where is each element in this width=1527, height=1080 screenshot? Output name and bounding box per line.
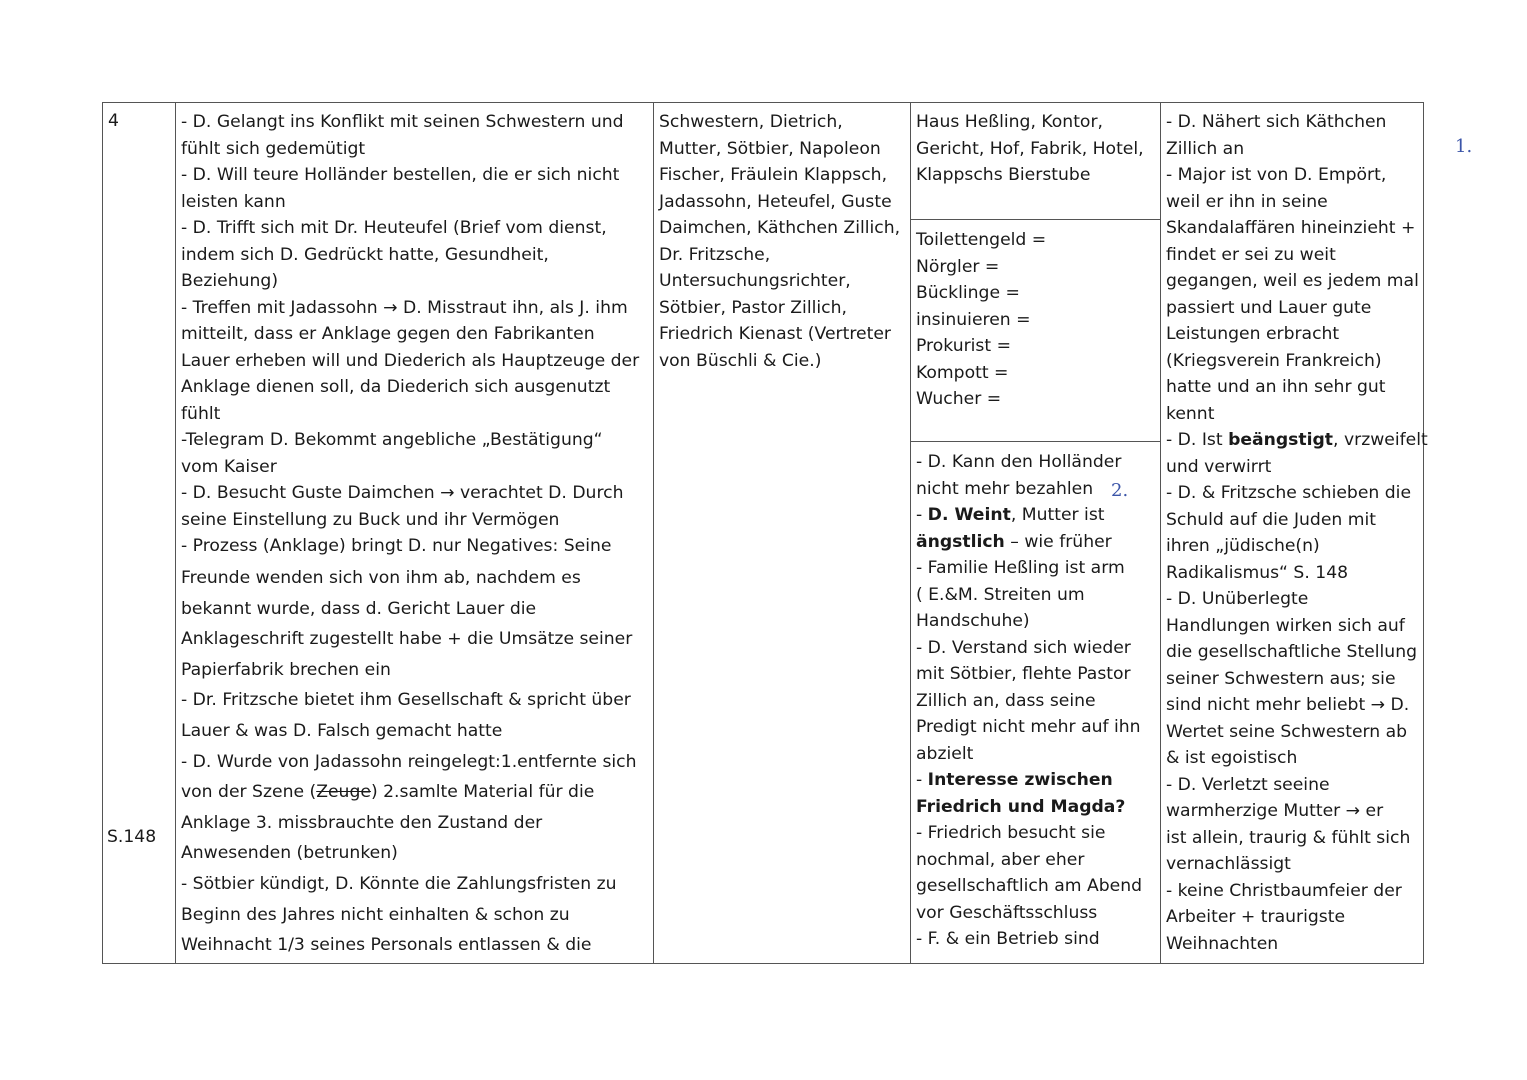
characters-text — [659, 109, 907, 374]
places-box — [911, 103, 1160, 220]
margin-note-2: 2. — [1111, 480, 1129, 501]
text-line: Schwestern, Dietrich, — [659, 112, 843, 132]
text-line: hatte und an ihn sehr gut — [1166, 377, 1386, 397]
text-line: Wertet seine Schwestern ab — [1166, 721, 1408, 742]
places-text — [916, 109, 1157, 189]
text-line: weil er ihn in seine — [1166, 191, 1328, 212]
family-line: gesellschaftlich am Abend — [916, 876, 1143, 896]
text-line: Lauer erheben will und Diederich als Hauptzeuge der — [181, 350, 640, 371]
strike-line-post: ) 2.samlte Material für die — [370, 782, 595, 803]
text-line: Toilettengeld = — [916, 230, 1047, 250]
text-line: Weihnachten — [1166, 933, 1279, 954]
text-line: - D. Gelangt ins Konflikt mit seinen Schwestern und — [181, 112, 624, 132]
family-line: vor Geschäftsschluss — [916, 902, 1098, 923]
strike-line-pre: von der Szene ( — [181, 782, 317, 803]
text-line: Anklage dienen soll, da Diederich sich ausgenutzt — [181, 377, 611, 397]
text-line: Lauer & was D. Falsch gemacht hatte — [181, 720, 503, 741]
text-line: Arbeiter + traurigste — [1166, 907, 1346, 927]
family-line: nochmal, aber eher — [916, 849, 1085, 870]
text-line: Leistungen erbracht — [1166, 324, 1340, 344]
text-line: Handlungen wirken sich auf — [1166, 615, 1405, 636]
family-line: ( E.&M. Streiten um — [916, 584, 1085, 605]
text-line: Sötbier, Pastor Zillich, — [659, 297, 847, 318]
text-line: Beziehung) — [181, 271, 279, 291]
text-line: fühlt sich gedemütigt — [181, 138, 366, 159]
family-line: Friedrich und Magda? — [916, 796, 1126, 817]
text-line: Fischer, Fräulein Klappsch, — [659, 165, 888, 185]
family-line: Zillich an, dass seine — [916, 690, 1096, 711]
text-line: - keine Christbaumfeier der — [1166, 880, 1402, 901]
text-line: sind nicht mehr beliebt → D. — [1166, 695, 1410, 715]
text-line: Jadassohn, Heteufel, Guste — [659, 191, 892, 212]
text-line: - Sötbier kündigt, D. Könnte die Zahlungsfristen zu — [181, 873, 617, 894]
text-line: insinuieren = — [916, 309, 1031, 330]
text-line: seiner Schwestern aus; sie — [1166, 668, 1396, 689]
vocab-box — [911, 220, 1160, 442]
text-line: Skandalaffären hineinzieht + — [1166, 218, 1416, 238]
family-line: nicht mehr bezahlen — [916, 478, 1094, 499]
text-line: Kompott = — [916, 362, 1009, 383]
text-line: fühlt — [181, 403, 221, 424]
column-chapter — [103, 103, 176, 963]
text-line: - Dr. Fritzsche bietet ihm Gesellschaft & spricht über — [181, 690, 631, 711]
family-line: ängstlich – wie früher — [916, 531, 1112, 552]
text-line: - D. Besucht Guste Daimchen → verachtet D. Durch — [181, 483, 624, 503]
text-line: Anklage 3. missbrauchte den Zustand der — [181, 812, 543, 833]
text-line: - Prozess (Anklage) bringt D. nur Negatives: Seine — [181, 536, 612, 556]
text-line: Papierfabrik brechen ein — [181, 659, 391, 680]
family-line: mit Sötbier, flehte Pastor — [916, 664, 1131, 684]
text-line: - D. Will teure Holländer bestellen, die er sich nicht — [181, 165, 620, 185]
text-line: warmherzige Mutter → er — [1166, 801, 1384, 821]
plot-text-bottom — [181, 563, 650, 961]
plot-strike-line — [181, 777, 650, 808]
text-line: indem sich D. Gedrückt hatte, Gesundheit, — [181, 244, 549, 265]
text-line: Schuld auf die Juden mit — [1166, 509, 1377, 530]
analysis-text — [1166, 109, 1428, 957]
row-number: 4 — [108, 111, 119, 131]
text-line: Prokurist = — [916, 336, 1011, 356]
text-line: (Kriegsverein Frankreich) — [1166, 350, 1382, 371]
page-reference: S.148 — [107, 827, 157, 847]
family-line: - D. Kann den Holländer — [916, 452, 1122, 472]
family-line: - D. Weint, Mutter ist — [916, 505, 1105, 525]
family-line: - F. & ein Betrieb sind — [916, 929, 1100, 949]
family-line: - Friedrich besucht sie — [916, 823, 1106, 843]
family-line: - D. Verstand sich wieder — [916, 637, 1131, 658]
text-line: ist allein, traurig & fühlt sich — [1166, 827, 1411, 848]
text-line: Untersuchungsrichter, — [659, 271, 851, 291]
text-line: & ist egoistisch — [1166, 748, 1298, 768]
text-line: die gesellschaftliche Stellung — [1166, 642, 1418, 662]
text-line: Anwesenden (betrunken) — [181, 843, 398, 864]
text-line: Anklageschrift zugestellt habe + die Umsätze seiner — [181, 629, 633, 650]
analysis-line: - D. Ist beängstigt, vrzweifelt — [1166, 430, 1428, 450]
text-line: - D. Trifft sich mit Dr. Heuteufel (Brief vom dienst, — [181, 218, 607, 238]
text-line: Beginn des Jahres nicht einhalten & schon zu — [181, 904, 570, 925]
text-line: Zillich an — [1166, 138, 1245, 159]
family-text — [916, 449, 1157, 953]
text-line: Daimchen, Käthchen Zillich, — [659, 218, 901, 238]
struck-word: Zeuge — [316, 782, 371, 803]
family-line: - Familie Heßling ist arm — [916, 558, 1125, 578]
text-line: Friedrich Kienast (Vertreter — [659, 324, 891, 344]
column-plot — [176, 103, 654, 963]
text-line: - D. Nähert sich Käthchen — [1166, 112, 1387, 132]
text-line: Nörgler = — [916, 256, 1000, 277]
text-line: - D. & Fritzsche schieben die — [1166, 483, 1412, 503]
column-places-family — [911, 103, 1161, 963]
text-line: von Büschli & Cie.) — [659, 350, 822, 371]
text-line: - D. Verletzt seeine — [1166, 774, 1330, 795]
text-line: Gericht, Hof, Fabrik, Hotel, — [916, 138, 1144, 159]
text-line: gegangen, weil es jedem mal — [1166, 271, 1419, 291]
family-line: - Interesse zwischen — [916, 770, 1113, 790]
text-line: Radikalismus“ S. 148 — [1166, 562, 1349, 583]
text-line: seine Einstellung zu Buck und ihr Vermögen — [181, 509, 560, 530]
text-line: -Telegram D. Bekommt angebliche „Bestätigung“ — [181, 430, 603, 450]
notes-table — [102, 102, 1428, 964]
text-line: vom Kaiser — [181, 456, 277, 477]
text-line: ihren „jüdische(n) — [1166, 536, 1320, 556]
vocab-text — [916, 227, 1157, 413]
bold-word: beängstigt — [1228, 430, 1334, 450]
text-line: findet er sei zu weit — [1166, 244, 1336, 265]
text-line: leisten kann — [181, 191, 286, 212]
text-line: Weihnacht 1/3 seines Personals entlassen & die — [181, 935, 592, 956]
column-analysis — [1161, 103, 1428, 963]
text-line: Wucher = — [916, 389, 1002, 409]
text-line: Haus Heßling, Kontor, — [916, 112, 1103, 132]
text-line: vernachlässigt — [1166, 854, 1291, 874]
family-line: abzielt — [916, 743, 974, 764]
family-line: Handschuhe) — [916, 611, 1030, 631]
text-line: passiert und Lauer gute — [1166, 297, 1372, 318]
text-line: Bücklinge = — [916, 283, 1020, 303]
text-line: Klappschs Bierstube — [916, 165, 1091, 185]
text-line: kennt — [1166, 403, 1215, 424]
text-line: bekannt wurde, dass d. Gericht Lauer die — [181, 598, 537, 619]
family-line: Predigt nicht mehr auf ihn — [916, 717, 1141, 737]
plot-text-top — [181, 109, 650, 560]
text-line: mitteilt, dass er Anklage gegen den Fabrikanten — [181, 324, 595, 344]
text-line: - D. Wurde von Jadassohn reingelegt:1.entfernte sich — [181, 751, 637, 772]
text-line: Dr. Fritzsche, — [659, 244, 771, 265]
text-line: und verwirrt — [1166, 456, 1272, 477]
text-line: - D. Unüberlegte — [1166, 589, 1309, 609]
column-characters — [654, 103, 911, 963]
text-line: - Major ist von D. Empört, — [1166, 165, 1387, 185]
family-box — [911, 442, 1160, 963]
margin-note-1: 1. — [1455, 136, 1473, 157]
text-line: Freunde wenden sich von ihm ab, nachdem es — [181, 568, 581, 588]
text-line: - Treffen mit Jadassohn → D. Misstraut ihn, als J. ihm — [181, 297, 628, 318]
text-line: Mutter, Sötbier, Napoleon — [659, 138, 881, 159]
